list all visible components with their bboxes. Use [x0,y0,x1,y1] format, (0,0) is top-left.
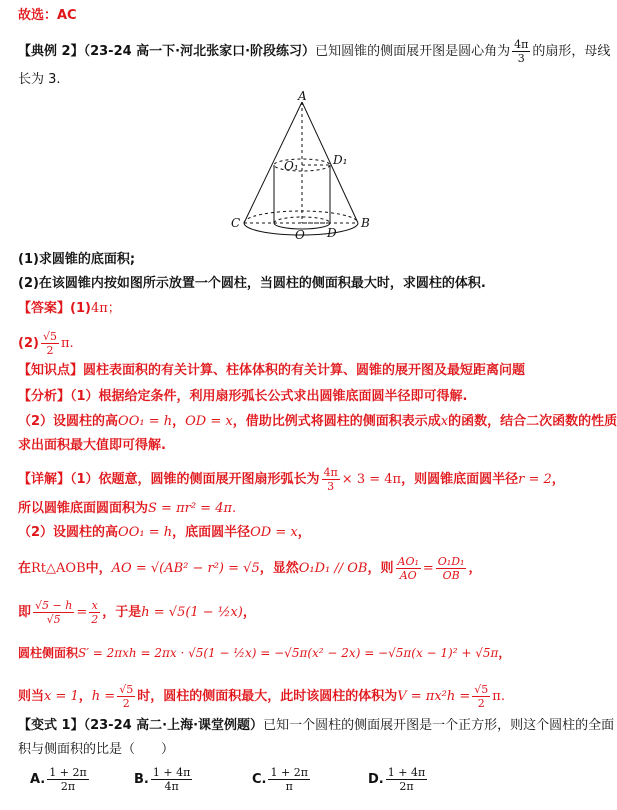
label-d1: D₁ [333,153,348,167]
analysis-line2: （2）设圆柱的高OO₁ = h，OD = x，借助比例式将圆柱的侧面积表示成x的函数，结合二次函数的性质 [18,414,617,429]
detail-line5: 即 $\frac{√5 - h}{√5}$ = $\frac{x}{2}$ ，于是h = √5(1 − ½x)， [18,599,256,626]
question-1: (1)求圆锥的底面积; [18,252,136,267]
question-2: (2)在该圆锥内按如图所示放置一个圆柱，当圆柱的侧面积最大时，求圆柱的体积. [18,276,486,291]
variant-stem-line2: 积与侧面积的比是（ ） [18,742,175,757]
detail-line7: 则当x = 1，h = $\frac{√5}{2}$ 时，圆柱的侧面积最大，此时该圆柱的体积为V = πx²h = $\frac{√5}{2}$ π. [18,683,505,710]
answer-line2: (2) $\frac{√5}{2}$ π. [18,330,74,357]
option-d[interactable]: D. $\frac{1 + 4\pi}{2\pi}$ [368,766,426,793]
previous-answer: 故选：AC [18,8,77,23]
base-back-arc [244,211,358,223]
knowledge-point: 【知识点】圆柱表面积的有关计算、柱体体积的有关计算、圆锥的展开图及最短距离问题 [18,363,526,378]
detail-line1: 【详解】（1）依题意，圆锥的侧面展开图扇形弧长为 $\frac{4\pi}{3}$ × 3 = 4π，则圆锥底面圆半径r = 2， [18,466,565,493]
analysis-line1: 【分析】（1）根据给定条件，利用扇形弧长公式求出圆锥底面圆半径即可得解. [18,389,468,404]
angle-fraction: $\frac{4\pi}{3}$ [514,38,529,65]
label-o1: O₁ [284,159,299,173]
detail-line4: 在Rt△AOB中，AO = √(AB² − r²) = √5，显然O₁D₁ // OB，则 $\frac{\text{AO₁}}{AO}$ = $\frac{\text{O₁D₁}}{OB}$ ， [18,555,482,582]
option-a[interactable]: A. $\frac{1 + 2\pi}{2\pi}$ [30,766,87,793]
example-stem-line1 [18,38,610,65]
label-d: D [327,226,337,240]
variant-stem-line1: 【变式 1】（23-24 高二·上海·课堂例题）已知一个圆柱的侧面展开图是一个正方形，则这个圆柱的全面 [18,718,615,733]
label-b: B [361,216,370,230]
label-a: A [298,89,307,103]
analysis-line3: 求出面积最大值即可得解. [18,438,166,453]
option-c[interactable]: C. $\frac{1 + 2\pi}{\pi}$ [252,766,308,793]
cone-cylinder-figure [230,89,380,242]
detail-line3: （2）设圆柱的高OO₁ = h，底面圆半径OD = x， [18,525,311,540]
detail-line2: 所以圆锥底面圆面积为S = πr² = 4π. [18,501,237,516]
example-source: （23-24 高一下·河北张家口·阶段练习） [83,44,316,59]
example-stem-line2: 长为 3. [18,72,61,87]
label-c: C [231,216,241,230]
example-tag: 【典例 2】 [18,44,84,59]
label-o: O [295,228,305,242]
example-stem-a: 已知圆锥的侧面展开图是圆心角为 [315,44,511,59]
example-stem-b: 的扇形，母线 [532,44,611,59]
answer-line1: 【答案】(1)4π； [18,301,121,316]
answer-fraction: $\frac{√5}{2}$ [42,330,57,357]
detail-line6: 圆柱侧面积S′ = 2πxh = 2πx · √5(1 − ½x) = −√5π(x² − 2x) = −√5π(x − 1)² + √5π， [18,646,511,660]
option-b[interactable]: B. $\frac{1 + 4\pi}{4\pi}$ [134,766,191,793]
